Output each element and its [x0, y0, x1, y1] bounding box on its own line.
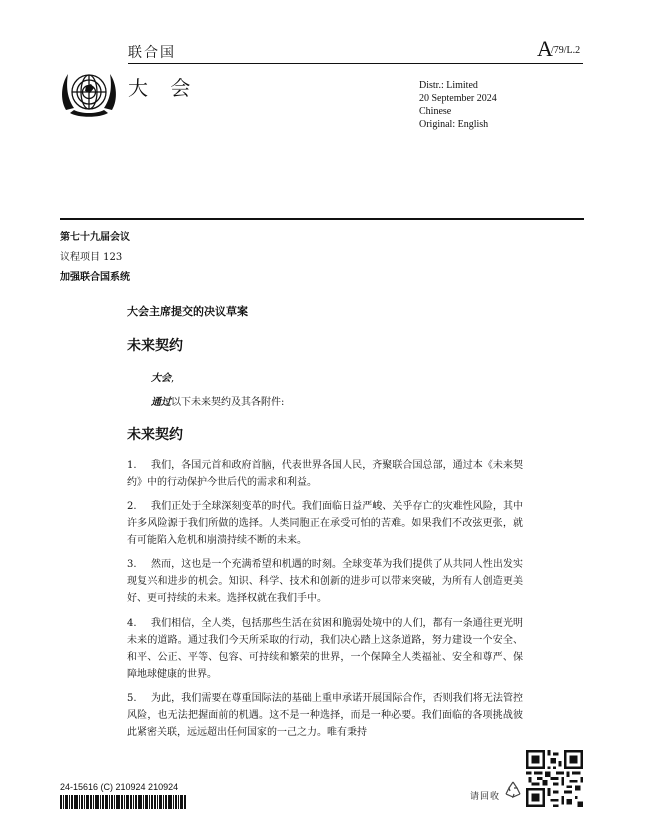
draft-label: 大会主席提交的决议草案 [127, 305, 248, 318]
paragraph-5 [127, 690, 523, 741]
document-title: 未来契约 [127, 338, 183, 354]
paragraph-1 [127, 457, 523, 491]
original-language-line: Original: English [419, 119, 489, 130]
paragraph-2 [127, 498, 523, 549]
intro-rest-2: 以下未来契约及其各附件: [171, 397, 285, 408]
agenda-title: 加强联合国系统 [60, 272, 130, 283]
language-line: Chinese [419, 106, 452, 117]
barcode [60, 795, 203, 809]
document-code: 24-15616 (C) 210924 210924 [60, 782, 179, 792]
body-name: 大 会 [128, 76, 199, 100]
document-symbol-prefix: A [537, 36, 553, 61]
intro-rest-1: , [171, 373, 175, 384]
recycle-text: 请回收 [470, 792, 501, 802]
agenda-item: 议程项目 123 [60, 252, 123, 263]
pact-title: 未来契约 [127, 427, 183, 443]
intro-keyword-1: 大会 [151, 373, 171, 384]
paragraph-text: 然而，这也是一个充满希望和机遇的时刻。全球变革为我们提供了从共同人性出发实现复兴和进步的机会。知识、科学、技术和创新的进步可以带来突破，为所有人创造更美好、更可持续的未来。选择权就在我们手中。 [127, 559, 523, 604]
document-symbol: /79/L.2 [551, 45, 581, 56]
paragraph-number: 2. [127, 501, 137, 512]
intro-line-1 [151, 369, 174, 384]
paragraph-text: 我们相信，全人类，包括那些生活在贫困和脆弱处境中的人们，都有一条通往更光明未来的道路。通过我们今天所采取的行动，我们决心踏上这条道路，努力建设一个安全、和平、公正、平等、包容、可持续和繁荣的世界，一个保障全人类福祉、安全和尊严、保障地球健康的世界。 [127, 618, 523, 680]
paragraph-number: 1. [127, 460, 137, 471]
session-title: 第七十九届会议 [60, 232, 130, 243]
paragraph-number: 5. [127, 693, 137, 704]
paragraph-text: 我们正处于全球深刻变革的时代。我们面临日益严峻、关乎存亡的灾难性风险，其中许多风险源于我们所做的选择。人类同胞正在承受可怕的苦难。如果我们不改弦更张，就有可能陷入危机和崩溃持续不断的未来。 [127, 501, 523, 546]
intro-keyword-2: 通过 [151, 397, 171, 408]
header-rule [128, 63, 583, 64]
paragraph-text: 我们，各国元首和政府首脑，代表世界各国人民，齐聚联合国总部，通过本《未来契约》中的行动保护今世后代的需求和利益。 [127, 460, 523, 488]
distribution-line: Distr.: Limited [419, 80, 478, 91]
paragraph-3 [127, 556, 523, 607]
org-name: 联合国 [128, 45, 176, 61]
paragraph-text: 为此，我们需要在尊重国际法的基础上重申承诺开展国际合作，否则我们将无法管控风险，也无法把握面前的机遇。这不是一种选择，而是一种必要。我们面临的各项挑战彼此紧密关联，远远超出任何国家的一己之力。唯有秉持 [127, 693, 523, 738]
paragraph-number: 3. [127, 559, 137, 570]
qr-code [526, 750, 583, 807]
paragraph-number: 4. [127, 618, 137, 629]
un-emblem-icon [58, 66, 120, 124]
paragraph-4 [127, 615, 523, 683]
intro-line-2 [151, 393, 284, 408]
date-line: 20 September 2024 [419, 93, 497, 104]
distribution-block [419, 79, 497, 131]
recycle-icon [503, 780, 523, 800]
section-rule [60, 218, 584, 220]
